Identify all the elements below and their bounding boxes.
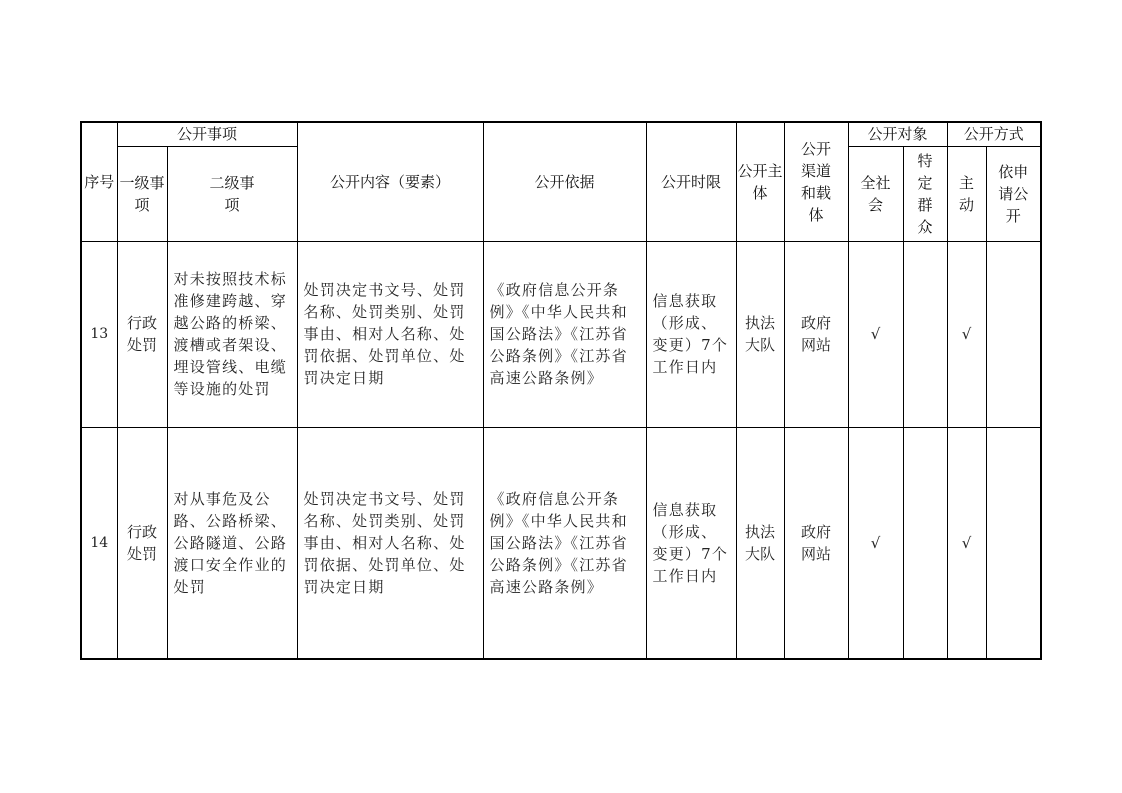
header-target-all: 全社会 bbox=[848, 146, 903, 241]
header-seq: 序号 bbox=[81, 122, 117, 241]
row-basis: 《政府信息公开条例》《中华人民共和国公路法》《江苏省公路条例》《江苏省高速公路条例》 bbox=[483, 427, 646, 659]
table-row bbox=[81, 241, 1041, 427]
row-channel: 政府网站 bbox=[784, 241, 848, 427]
header-subject: 公开主体 bbox=[736, 122, 784, 241]
row-subject: 执法大队 bbox=[736, 427, 784, 659]
row-time-limit: 信息获取（形成、变更）7个工作日内 bbox=[646, 241, 736, 427]
header-basis: 公开依据 bbox=[483, 122, 646, 241]
disclosure-table bbox=[80, 121, 1042, 660]
row-target-specific-check bbox=[903, 427, 947, 659]
row-target-all-check: √ bbox=[848, 427, 903, 659]
row-method-active-check: √ bbox=[947, 427, 986, 659]
header-level2: 二级事项 bbox=[167, 146, 297, 241]
row-level2: 对从事危及公路、公路桥梁、公路隧道、公路渡口安全作业的处罚 bbox=[167, 427, 297, 659]
header-level1: 一级事项 bbox=[117, 146, 167, 241]
row-method-active-check: √ bbox=[947, 241, 986, 427]
table-row bbox=[81, 427, 1041, 659]
header-channel: 公开渠道和载体 bbox=[784, 122, 848, 241]
header-row-1 bbox=[81, 122, 1041, 146]
row-method-apply-check bbox=[986, 427, 1041, 659]
row-content: 处罚决定书文号、处罚名称、处罚类别、处罚事由、相对人名称、处罚依据、处罚单位、处罚决定日期 bbox=[297, 427, 483, 659]
header-method-apply: 依申请公开 bbox=[986, 146, 1041, 241]
row-time-limit: 信息获取（形成、变更）7个工作日内 bbox=[646, 427, 736, 659]
row-content: 处罚决定书文号、处罚名称、处罚类别、处罚事由、相对人名称、处罚依据、处罚单位、处罚决定日期 bbox=[297, 241, 483, 427]
header-time-limit: 公开时限 bbox=[646, 122, 736, 241]
header-method-active: 主动 bbox=[947, 146, 986, 241]
row-level1: 行政处罚 bbox=[117, 427, 167, 659]
row-basis: 《政府信息公开条例》《中华人民共和国公路法》《江苏省公路条例》《江苏省高速公路条例》 bbox=[483, 241, 646, 427]
row-method-apply-check bbox=[986, 241, 1041, 427]
row-seq: 14 bbox=[81, 427, 117, 659]
header-target-group: 公开对象 bbox=[848, 122, 947, 146]
header-matter-group: 公开事项 bbox=[117, 122, 297, 146]
row-level1: 行政处罚 bbox=[117, 241, 167, 427]
header-method-group: 公开方式 bbox=[947, 122, 1041, 146]
header-target-specific: 特定群众 bbox=[903, 146, 947, 241]
row-channel: 政府网站 bbox=[784, 427, 848, 659]
row-subject: 执法大队 bbox=[736, 241, 784, 427]
row-target-specific-check bbox=[903, 241, 947, 427]
row-target-all-check: √ bbox=[848, 241, 903, 427]
row-seq: 13 bbox=[81, 241, 117, 427]
header-content: 公开内容（要素） bbox=[297, 122, 483, 241]
row-level2: 对未按照技术标准修建跨越、穿越公路的桥梁、渡槽或者架设、埋设管线、电缆等设施的处罚 bbox=[167, 241, 297, 427]
